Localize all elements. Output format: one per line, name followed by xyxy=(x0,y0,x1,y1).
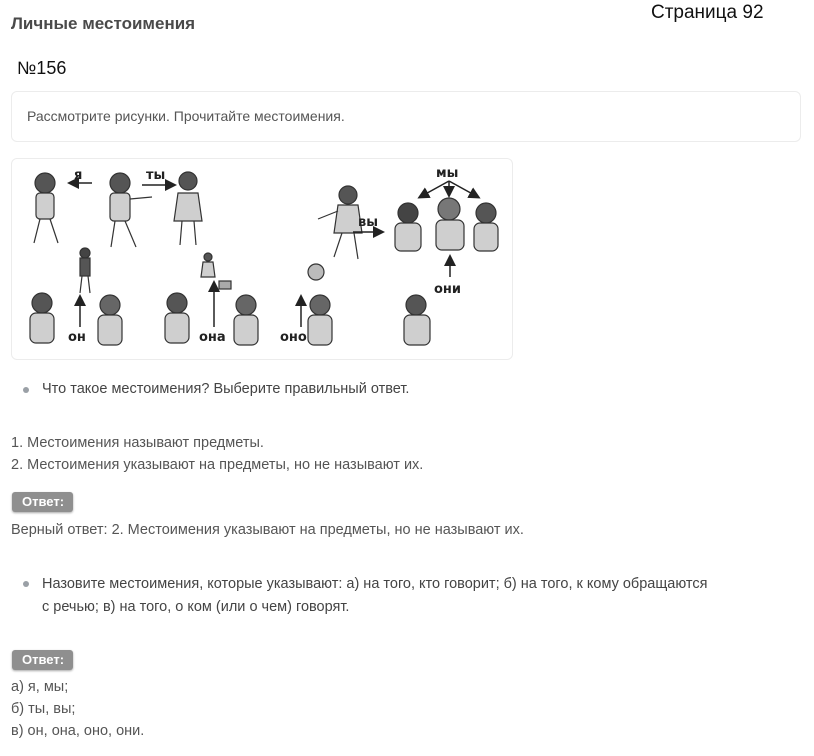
option-1: 1. Местоимения называют предметы. xyxy=(11,435,264,451)
label-my: мы xyxy=(436,166,459,181)
child-figure-ty xyxy=(174,172,202,245)
answer-2a: а) я, мы; xyxy=(11,679,69,695)
option-2: 2. Местоимения указывают на предметы, но не называют их. xyxy=(11,457,424,473)
answer-badge-1 xyxy=(12,492,73,512)
label-vy: вы xyxy=(358,215,378,230)
answer-1: Верный ответ: 2. Местоимения указывают на предметы, но не называют их. xyxy=(11,522,524,538)
pronouns-illustration xyxy=(11,158,513,360)
answer-label: Ответ: xyxy=(12,650,73,670)
label-on: он xyxy=(68,330,86,345)
task-instruction: Рассмотрите рисунки. Прочитайте местоимения. xyxy=(27,108,345,124)
answer-badge-2 xyxy=(12,650,73,670)
answer-2c: в) он, она, оно, они. xyxy=(11,723,145,739)
child-figure-vy-speaker xyxy=(318,186,362,259)
page-number: Страница 92 xyxy=(651,2,764,23)
question-2 xyxy=(42,573,802,619)
child-figure-ya xyxy=(34,173,58,243)
label-ona: она xyxy=(199,330,226,345)
task-instruction-box xyxy=(11,91,801,142)
question-1: Что такое местоимения? Выберите правильный ответ. xyxy=(42,381,410,397)
pair-ono xyxy=(308,264,332,345)
question-2-line-1: Назовите местоимения, которые указывают: а) на того, кто говорит; б) на того, к кому обращаются xyxy=(42,576,708,592)
figure-oni-speaker xyxy=(404,295,430,345)
child-figure-pointing xyxy=(110,173,152,247)
label-ya: я xyxy=(74,168,83,183)
bullet-icon xyxy=(23,387,29,393)
answer-2b: б) ты, вы; xyxy=(11,701,76,717)
bullet-icon xyxy=(23,581,29,587)
question-2-line-2: с речью; в) на того, о ком (или о чем) говорят. xyxy=(42,599,350,615)
label-ty: ты xyxy=(146,168,166,183)
illustration-svg xyxy=(12,159,513,360)
section-title: Личные местоимения xyxy=(11,14,196,33)
children-group xyxy=(395,198,498,251)
task-number: №156 xyxy=(17,58,67,78)
answer-label: Ответ: xyxy=(12,492,73,512)
label-oni: они xyxy=(434,282,462,297)
label-ono: оно xyxy=(280,330,307,345)
